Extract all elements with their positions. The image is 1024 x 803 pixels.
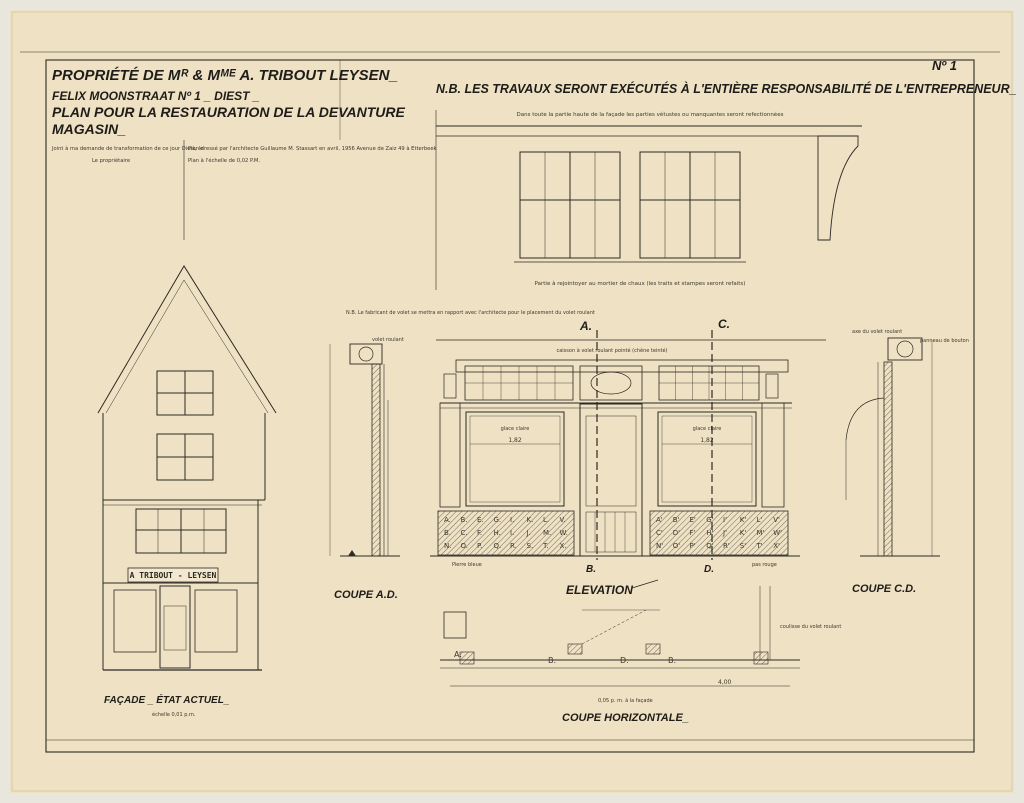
section-ad-shutter-label: volet roulant: [372, 337, 404, 343]
stone-block-label: B': [672, 516, 680, 524]
stone-block-label: W': [773, 529, 783, 537]
signature-note: Joint à ma demande de transformation de ce jour Diest, le: [52, 146, 204, 152]
horizontal-label-b2: B.: [668, 656, 677, 665]
stone-block-label: G': [706, 516, 714, 524]
stone-block-label: X': [773, 542, 780, 550]
stone-base-right: [650, 511, 788, 555]
stone-block-label: Q': [706, 542, 714, 550]
upper-restoration-note: Dans toute la partie haute de la façade les parties vétustes ou manquantes seront refectionnées: [516, 112, 784, 118]
stone-block-label: I.: [510, 529, 515, 537]
stone-base-left: [438, 511, 574, 555]
horizontal-dimension: 4,00: [718, 679, 732, 686]
stone-block-label: K': [739, 529, 747, 537]
section-ad-note: N.B. Le fabricant de volet se mettra en rapport avec l'architecte pour le placement du volet roulant: [346, 310, 595, 316]
dim-left: 1,82: [508, 437, 522, 444]
stone-block-label: S.: [526, 542, 534, 550]
stone-block-label: L': [756, 516, 763, 524]
stone-block-label: A.: [444, 516, 451, 524]
elevation-caption: ELEVATION: [566, 583, 633, 597]
dim-right: 1,82: [700, 437, 714, 444]
glass-label-left: glace claire: [500, 426, 530, 432]
stone-block-label: S': [739, 542, 747, 550]
stone-block-label: J': [723, 529, 727, 537]
horizontal-caption: COUPE HORIZONTALE_: [562, 712, 689, 724]
stone-block-label: O.: [460, 542, 468, 550]
stone-block-label: R': [723, 542, 730, 550]
scale-note: Plan à l'échelle de 0,02 P.M.: [188, 158, 261, 164]
section-ad-caption: COUPE A.D.: [334, 589, 398, 601]
architect-note: Plan dressé par l'architecte Guillaume M. Stassart en avril, 1956 Avenue de Zaiz 49 à Etterbeek: [188, 146, 437, 152]
stone-block-label: W.: [559, 529, 568, 537]
shop-sign-text: A TRIBOUT - LEYSEN: [129, 571, 217, 580]
section-cd-caption: COUPE C.D.: [852, 583, 917, 595]
stone-block-label: B.: [444, 529, 452, 537]
sheet-number: Nº 1: [932, 58, 957, 73]
stone-block-label: T': [756, 542, 763, 550]
section-marker-a: A.: [580, 319, 592, 333]
shutter-box-note: caisson à volet roulant pointé (chêne teinté): [556, 348, 668, 354]
stone-label-right: pas rouge: [752, 562, 777, 568]
owner-signature-label: Le propriétaire: [92, 158, 131, 164]
paper-sheet: [10, 10, 1014, 793]
stone-block-label: B.: [460, 516, 468, 524]
rejoint-note: Partie à rejointoyer au mortier de chaux (les traits et stampes seront refaits): [534, 281, 746, 287]
section-cd-note2: panneau de bouton: [920, 338, 969, 344]
stone-block-label: L.: [543, 516, 550, 524]
stone-block-label: K': [739, 516, 747, 524]
owner-title: PROPRIÉTÉ DE Mᴿ & Mᴹᴱ A. TRIBOUT LEYSEN_: [52, 67, 398, 84]
stone-block-label: N': [656, 542, 664, 550]
stone-block-label: I': [723, 516, 727, 524]
stone-block-label: N.: [444, 542, 452, 550]
stone-block-label: P': [689, 542, 696, 550]
horizontal-label-b1: B.: [548, 656, 557, 665]
responsibility-notice: N.B. LES TRAVAUX SERONT EXÉCUTÉS À L'ENTIÈRE RESPONSABILITÉ DE L'ENTREPRENEUR_: [436, 82, 1017, 96]
plan-title-line1: PLAN POUR LA RESTAURATION DE LA DEVANTURE: [52, 104, 405, 120]
stone-block-label: I.: [510, 516, 515, 524]
stone-block-label: V.: [559, 516, 566, 524]
stone-block-label: F.: [477, 529, 483, 537]
stone-label-left: Pierre bleue: [452, 562, 482, 568]
stone-block-label: P.: [477, 542, 483, 550]
stone-block-label: H': [706, 529, 714, 537]
stone-block-label: C': [656, 529, 663, 537]
stone-block-label: H.: [493, 529, 501, 537]
stone-block-label: E': [689, 516, 696, 524]
horizontal-label-a: A.: [454, 650, 462, 659]
stone-block-label: J.: [526, 529, 531, 537]
stone-block-label: V': [773, 516, 780, 524]
stone-block-label: R.: [510, 542, 517, 550]
stone-block-label: F': [689, 529, 696, 537]
plan-title-line2: MAGASIN_: [52, 121, 126, 137]
section-marker-c: C.: [718, 317, 730, 331]
section-marker-b: B.: [586, 564, 596, 575]
stone-block-label: M.: [543, 529, 552, 537]
stone-block-label: A': [656, 516, 663, 524]
facade-caption: FAÇADE _ ÉTAT ACTUEL_: [104, 695, 230, 706]
section-cd-note: axe du volet roulant: [852, 329, 903, 335]
stone-block-label: G.: [493, 516, 502, 524]
stone-block-label: Q.: [493, 542, 502, 550]
stone-block-label: D': [672, 529, 681, 537]
section-marker-d: D.: [704, 564, 714, 575]
horizontal-note: coulisse du volet roulant: [780, 624, 842, 630]
stone-block-label: C.: [460, 529, 468, 537]
horizontal-label-d: D.: [620, 656, 629, 665]
stone-block-label: T.: [543, 542, 549, 550]
address-line: FELIX MOONSTRAAT Nº 1 _ DIEST _: [52, 89, 260, 103]
stone-block-label: O': [672, 542, 681, 550]
stone-block-label: E.: [477, 516, 484, 524]
horizontal-scale: 0,05 p. m. à la façade: [598, 698, 653, 704]
stone-block-label: K.: [526, 516, 534, 524]
stone-block-label: M': [756, 529, 765, 537]
glass-label-right: glace claire: [692, 426, 722, 432]
facade-scale: échelle 0,01 p.m.: [152, 712, 196, 718]
stone-block-label: X.: [559, 542, 567, 550]
